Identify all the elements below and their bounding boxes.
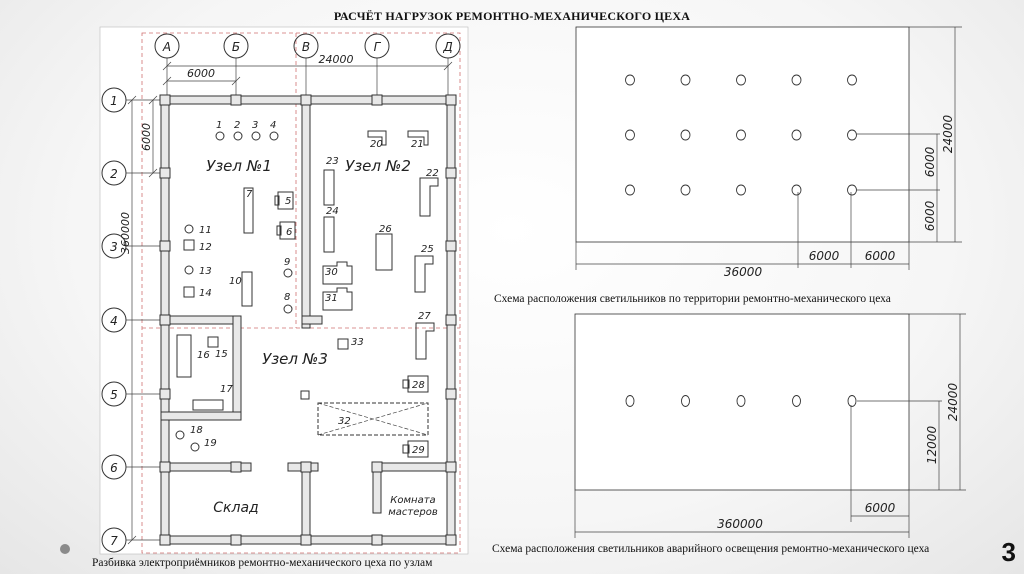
zone-label-uzel2: Узел №2 xyxy=(345,157,411,175)
lighting-plan xyxy=(576,27,962,279)
zone-label-sklad: Склад xyxy=(213,500,259,516)
svg-text:5: 5 xyxy=(110,388,118,402)
emergency-plan-caption: Схема расположения светильников аварийного освещения ремонтно-механического цеха xyxy=(492,543,930,555)
equip-label-9: 9 xyxy=(284,257,291,268)
emergency-lamp-1-2 xyxy=(682,396,690,407)
zone-label-uzel3: Узел №3 xyxy=(262,350,328,368)
dim-top-span: 6000 xyxy=(187,67,215,80)
equip-label-27: 27 xyxy=(418,311,431,322)
equip-label-19: 19 xyxy=(204,438,217,449)
equip-label-18: 18 xyxy=(190,425,203,436)
equip-label-31: 31 xyxy=(325,293,338,304)
svg-text:Г: Г xyxy=(373,40,381,54)
lamp-3-4 xyxy=(792,185,801,195)
emergency-lamp-1-5 xyxy=(848,396,856,407)
zone-label-uzel1: Узел №1 xyxy=(206,157,272,175)
lamp-3-5 xyxy=(848,185,857,195)
equip-label-5: 5 xyxy=(285,196,292,207)
page-number: 3 xyxy=(1001,537,1016,567)
lamp-1-1 xyxy=(626,75,635,85)
equip-label-17: 17 xyxy=(220,384,233,395)
emergency-dim-half-height: 12000 xyxy=(925,425,939,465)
plan-sheet xyxy=(100,27,468,554)
emergency-dim-step: 6000 xyxy=(864,501,896,515)
lamp-1-5 xyxy=(848,75,857,85)
equip-label-20: 20 xyxy=(370,139,383,150)
equip-label-25: 25 xyxy=(421,244,434,255)
equip-label-21: 21 xyxy=(411,139,424,150)
lamp-3-2 xyxy=(681,185,690,195)
equip-label-8: 8 xyxy=(284,292,291,303)
lighting-dim-vert-2: 6000 xyxy=(923,200,937,232)
lighting-dim-height: 24000 xyxy=(941,114,955,154)
equip-label-7: 7 xyxy=(246,189,253,200)
lamp-2-3 xyxy=(737,130,746,140)
svg-text:4: 4 xyxy=(110,314,118,328)
equip-label-1: 1 xyxy=(216,120,223,131)
equip-label-30: 30 xyxy=(325,267,338,278)
equip-label-22: 22 xyxy=(426,168,439,179)
equip-label-10: 10 xyxy=(229,276,242,287)
lamp-2-2 xyxy=(681,130,690,140)
equip-label-32: 32 xyxy=(338,416,351,427)
lamp-2-4 xyxy=(792,130,801,140)
svg-text:6: 6 xyxy=(110,461,118,475)
floor-plan xyxy=(100,27,468,554)
equip-label-33: 33 xyxy=(351,337,364,348)
zone-label-komnata-1: Комната xyxy=(390,495,436,506)
equip-label-14: 14 xyxy=(199,288,212,299)
lamp-2-1 xyxy=(626,130,635,140)
emergency-dim-width: 360000 xyxy=(717,517,763,531)
emergency-dim-height: 24000 xyxy=(946,382,960,422)
equip-label-29: 29 xyxy=(412,445,425,456)
emergency-lamp-1-3 xyxy=(737,396,745,407)
lamp-2-5 xyxy=(848,130,857,140)
svg-text:2: 2 xyxy=(110,167,118,181)
svg-text:7: 7 xyxy=(110,534,118,548)
lighting-plan-caption: Схема расположения светильников по территории ремонтно-механического цеха xyxy=(494,293,891,305)
equip-label-3: 3 xyxy=(252,120,259,131)
equip-label-24: 24 xyxy=(326,206,339,217)
lamp-1-3 xyxy=(737,75,746,85)
dim-left-span: 6000 xyxy=(140,123,153,151)
equip-label-6: 6 xyxy=(286,227,293,238)
lighting-dim-width: 36000 xyxy=(723,265,763,279)
svg-text:Д: Д xyxy=(443,40,453,54)
zone-label-komnata-2: мастеров xyxy=(388,507,438,518)
dim-left-total: 360000 xyxy=(119,212,132,254)
svg-text:3: 3 xyxy=(110,240,118,254)
equip-label-12: 12 xyxy=(199,242,212,253)
lamp-1-2 xyxy=(681,75,690,85)
lamp-3-3 xyxy=(737,185,746,195)
lamp-3-1 xyxy=(626,185,635,195)
svg-text:Б: Б xyxy=(231,40,241,54)
lighting-dim-step-1: 6000 xyxy=(808,249,840,263)
equip-label-13: 13 xyxy=(199,266,212,277)
equip-label-28: 28 xyxy=(412,380,425,391)
equip-label-4: 4 xyxy=(270,120,277,131)
emergency-lamp-1-1 xyxy=(626,396,634,407)
equip-label-15: 15 xyxy=(215,349,228,360)
equip-label-11: 11 xyxy=(199,225,212,236)
svg-text:А: А xyxy=(162,40,172,54)
dim-top-total: 24000 xyxy=(318,53,354,66)
bullet-dot xyxy=(60,544,70,554)
slide-title: РАСЧЁТ НАГРУЗОК РЕМОНТНО-МЕХАНИЧЕСКОГО ЦЕХА xyxy=(333,9,691,23)
emergency-lamp-1-4 xyxy=(793,396,801,407)
floor-plan-caption: Разбивка электроприёмников ремонтно-механического цеха по узлам xyxy=(92,557,433,569)
lamp-1-4 xyxy=(792,75,801,85)
svg-text:1: 1 xyxy=(110,94,118,108)
lighting-dim-vert-1: 6000 xyxy=(923,146,937,178)
svg-text:В: В xyxy=(301,40,311,54)
equip-label-16: 16 xyxy=(197,350,210,361)
lighting-dim-step-2: 6000 xyxy=(864,249,896,263)
equip-label-2: 2 xyxy=(234,120,241,131)
equip-label-26: 26 xyxy=(379,224,392,235)
emergency-plan xyxy=(575,314,966,538)
equip-label-23: 23 xyxy=(326,156,339,167)
